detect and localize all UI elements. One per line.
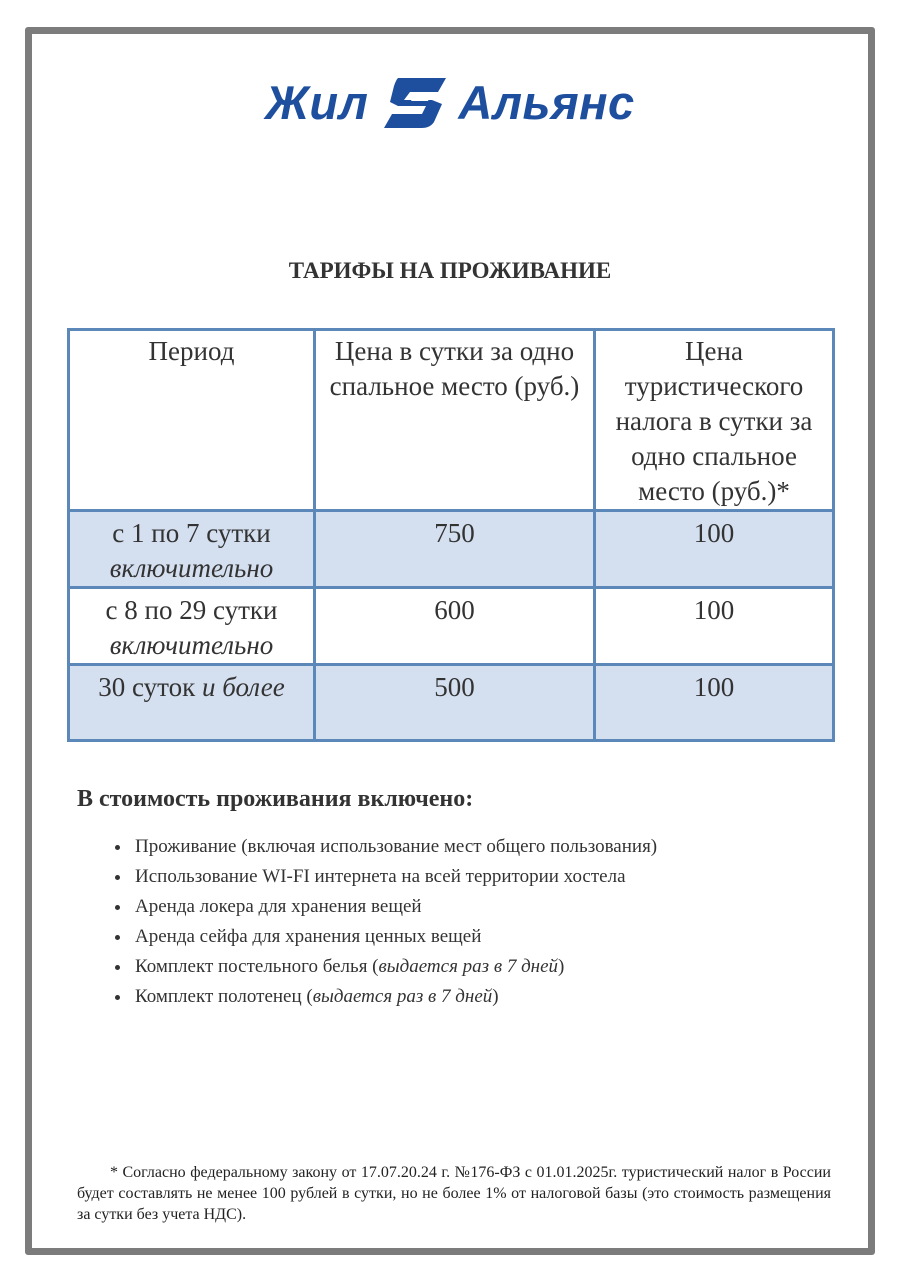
price-cell: 750: [315, 511, 595, 588]
period-cell: [69, 511, 315, 588]
period-italic: включительно: [109, 630, 274, 660]
price-cell: 600: [315, 588, 595, 665]
period-italic: и более: [201, 672, 285, 702]
logo-text-left: Жил: [265, 75, 369, 129]
period-text: с 8 по 29 сутки: [105, 595, 278, 625]
header-tax: Цена туристического налога в сутки за одно спальное место (руб.)*: [595, 330, 834, 511]
list-item: [132, 922, 657, 952]
list-item: [132, 862, 657, 892]
item-text: Комплект полотенец (: [135, 986, 313, 1007]
period-text: 30 суток: [98, 672, 196, 702]
header-price: Цена в сутки за одно спальное место (руб.): [315, 330, 595, 511]
period-text: с 1 по 7 сутки: [112, 518, 271, 548]
logo-mark-icon: [380, 74, 450, 130]
page-title: ТАРИФЫ НА ПРОЖИВАНИЕ: [288, 258, 612, 283]
included-title: В стоимость проживания включено:: [77, 786, 474, 812]
table-row: [69, 665, 834, 741]
period-cell: [69, 588, 315, 665]
period-cell: [69, 665, 315, 741]
header-period: Период: [69, 330, 315, 511]
footnote: * Согласно федеральному закону от 17.07.20.24 г. №176-ФЗ с 01.01.2025г. туристический налог в России будет составлять не менее 100 рублей в сутки, но не более 1% от налоговой базы (это стоимость размещения за сутки без учета НДС).: [77, 1164, 831, 1223]
list-item: [132, 892, 657, 922]
item-tail: ): [492, 986, 499, 1007]
company-logo: [32, 74, 868, 130]
table-header-row: [69, 330, 834, 511]
table-row: [69, 511, 834, 588]
table-row: [69, 588, 834, 665]
list-item: [132, 952, 657, 982]
document-frame: [25, 27, 875, 1255]
list-item: [132, 982, 657, 1012]
list-item: [132, 832, 657, 862]
logo-text-right: Альянс: [458, 75, 635, 129]
item-text: Использование WI-FI интернета на всей территории хостела: [135, 866, 626, 887]
item-tail: ): [558, 956, 565, 977]
item-text: Комплект постельного белья (: [135, 956, 379, 977]
included-list: [77, 832, 657, 1012]
item-text: Аренда локера для хранения вещей: [135, 896, 422, 917]
period-italic: включительно: [109, 553, 274, 583]
tax-cell: 100: [595, 511, 834, 588]
price-cell: 500: [315, 665, 595, 741]
tariffs-table: [67, 328, 835, 742]
item-text: Аренда сейфа для хранения ценных вещей: [135, 926, 482, 947]
item-italic: выдается раз в 7 дней: [378, 956, 559, 977]
item-text: Проживание (включая использование мест общего пользования): [135, 836, 658, 857]
tax-cell: 100: [595, 588, 834, 665]
tax-cell: 100: [595, 665, 834, 741]
item-italic: выдается раз в 7 дней: [312, 986, 493, 1007]
